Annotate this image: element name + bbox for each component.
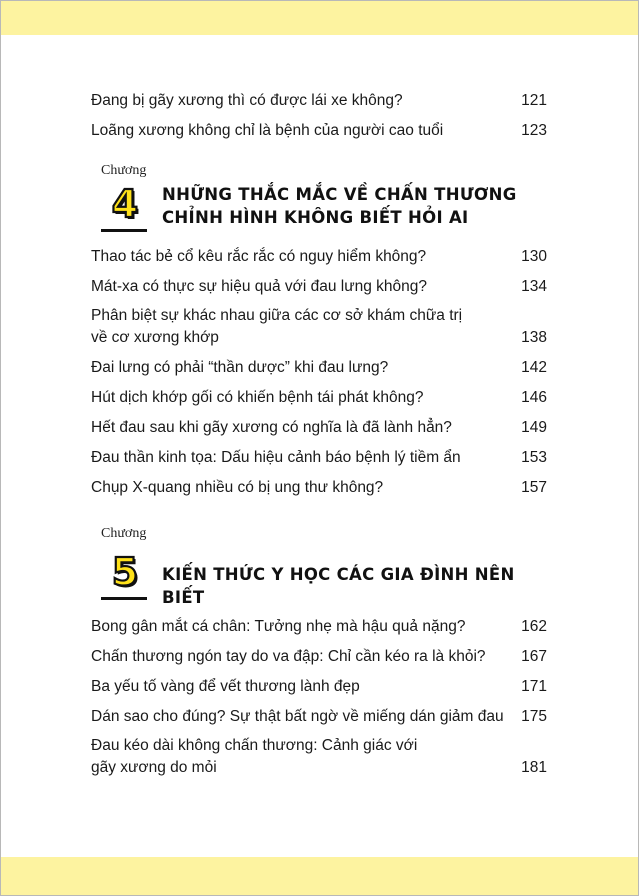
- toc-entry-page: 130: [521, 248, 547, 265]
- toc-entry-page: 157: [521, 479, 547, 496]
- toc-entry[interactable]: [91, 246, 547, 268]
- toc-entry-title: Hút dịch khớp gối có khiến bệnh tái phát không?: [91, 389, 424, 406]
- toc-entry-page: 138: [521, 329, 547, 346]
- toc-entry[interactable]: [91, 90, 547, 112]
- toc-entry[interactable]: [91, 447, 547, 469]
- toc-entry-title-line-1: Phân biệt sự khác nhau giữa các cơ sở khám chữa trị: [91, 307, 463, 324]
- chapter-5-title-line-1: KIẾN THỨC Y HỌC CÁC GIA ĐÌNH NÊN BIẾT: [162, 565, 515, 607]
- chapter-4-underline: [101, 229, 147, 232]
- toc-entry-page: 146: [521, 389, 547, 406]
- toc-entry-page: 175: [521, 708, 547, 725]
- toc-entry[interactable]: [91, 646, 547, 668]
- toc-entry[interactable]: [91, 706, 547, 728]
- chapter-5-label: Chương: [101, 526, 147, 541]
- toc-entry-page: 121: [521, 92, 547, 109]
- chapter-5-number: 5: [111, 550, 139, 594]
- toc-entry-title: Bong gân mắt cá chân: Tưởng nhẹ mà hậu quả nặng?: [91, 618, 466, 635]
- toc-entry-page: 134: [521, 278, 547, 295]
- toc-entry-title-line-1: Đau kéo dài không chấn thương: Cảnh giác với: [91, 737, 418, 754]
- chapter-5-title: [162, 563, 542, 609]
- chapter-4-title-line-2: CHỈNH HÌNH KHÔNG BIẾT HỎI AI: [162, 208, 469, 227]
- toc-entry-title: Đai lưng có phải “thần dược” khi đau lưng?: [91, 359, 389, 376]
- top-band: [1, 1, 638, 35]
- toc-entry[interactable]: [91, 676, 547, 698]
- toc-entry-page: 167: [521, 648, 547, 665]
- toc-entry[interactable]: [91, 357, 547, 379]
- toc-entry[interactable]: [91, 735, 547, 779]
- toc-entry-page: 153: [521, 449, 547, 466]
- toc-entry-page: 123: [521, 122, 547, 139]
- toc-entry[interactable]: [91, 417, 547, 439]
- toc-entry-page: 181: [521, 759, 547, 776]
- toc-entry-page: 171: [521, 678, 547, 695]
- toc-entry-title: Dán sao cho đúng? Sự thật bất ngờ về miếng dán giảm đau: [91, 708, 504, 725]
- toc-entry-title: Chấn thương ngón tay do va đập: Chỉ cần kéo ra là khỏi?: [91, 648, 486, 665]
- toc-entry-title: Đang bị gãy xương thì có được lái xe không?: [91, 92, 403, 109]
- toc-entry-title: Đau thần kinh tọa: Dấu hiệu cảnh báo bệnh lý tiềm ẩn: [91, 449, 461, 466]
- toc-entry[interactable]: [91, 276, 547, 298]
- chapter-4-title: [162, 183, 542, 229]
- toc-entry-title-line-2: gãy xương do mỏi: [91, 759, 217, 776]
- toc-entry-page: 162: [521, 618, 547, 635]
- toc-entry-title: Loãng xương không chỉ là bệnh của người cao tuổi: [91, 122, 444, 139]
- toc-entry-title-line-2: về cơ xương khớp: [91, 329, 219, 346]
- toc-entry-page: 149: [521, 419, 547, 436]
- toc-entry-title: Chụp X-quang nhiều có bị ung thư không?: [91, 479, 384, 496]
- toc-entry-title: Ba yếu tố vàng để vết thương lành đẹp: [91, 678, 360, 695]
- bottom-band: [1, 857, 638, 895]
- toc-entry[interactable]: [91, 477, 547, 499]
- toc-entry-title: Thao tác bẻ cổ kêu rắc rắc có nguy hiểm không?: [91, 248, 427, 265]
- chapter-4-label: Chương: [101, 163, 147, 178]
- toc-entry-page: 142: [521, 359, 547, 376]
- toc-entry[interactable]: [91, 387, 547, 409]
- chapter-4-title-line-1: NHỮNG THẮC MẮC VỀ CHẤN THƯƠNG: [162, 185, 517, 204]
- toc-entry[interactable]: [91, 120, 547, 142]
- toc-entry-title: Mát-xa có thực sự hiệu quả với đau lưng không?: [91, 278, 427, 295]
- toc-entry-title: Hết đau sau khi gãy xương có nghĩa là đã lành hẳn?: [91, 419, 452, 436]
- toc-entry[interactable]: [91, 616, 547, 638]
- chapter-4-number: 4: [111, 182, 139, 226]
- chapter-5-underline: [101, 597, 147, 600]
- toc-entry[interactable]: [91, 305, 547, 349]
